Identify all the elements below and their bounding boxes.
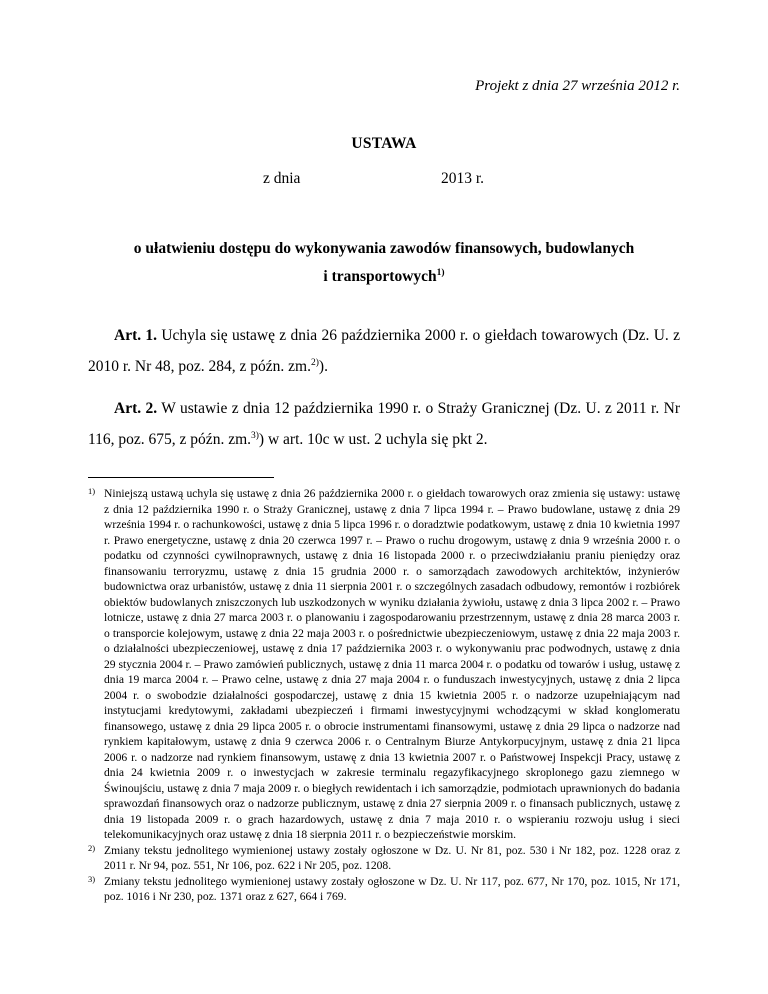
article-1-text: Uchyla się ustawę z dnia 26 października 2000 r. o giełdach towarowych (Dz. U. z 2010 r. Nr 48, poz. 284, z późn. zm. [88, 327, 680, 375]
footnote-1-text: Niniejszą ustawą uchyla się ustawę z dnia 26 października 2000 r. o giełdach towarowych oraz zmienia się ustawy: ustawę z dnia 12 października 1990 r. o Straży Granicznej, ustawę z dnia 7 lipca 1994 r. – Prawo budowlane, ustawę z dnia 29 września 1994 r. o rachunkowości, ustawę z dnia 5 lipca 1996 r. o doradztwie podatkowym, ustawę z dnia 10 kwietnia 1997 r. Prawo energetyczne, ustawę z dnia 20 czerwca 1997 r. – Prawo o ruchu drogowym, ustawę z dnia 9 września 2000 r. o podatku od czynności cywilnoprawnych, ustawę z dnia 16 listopada 2000 r. o przeciwdziałaniu praniu pieniędzy oraz finansowaniu terroryzmu, ustawę z dnia 15 grudnia 2000 r. o samorządach zawodowych architektów, inżynierów budownictwa oraz urbanistów, ustawę z dnia 11 sierpnia 2001 r. o szczególnych zasadach odbudowy, remontów i rozbiórek obiektów budowlanych zniszczonych lub uszkodzonych w wyniku działania żywiołu, ustawę z dnia 3 lipca 2002 r. – Prawo lotnicze, ustawę z dnia 27 marca 2003 r. o planowaniu i zagospodarowaniu przestrzennym, ustawę z dnia 28 marca 2003 r. o transporcie kolejowym, ustawę z dnia 22 maja 2003 r. o pośrednictwie ubezpieczeniowym, ustawę z dnia 22 maja 2003 r. o działalności ubezpieczeniowej, ustawę z dnia 17 października 2003 r. o wykonywaniu prac podwodnych, ustawę z dnia 29 stycznia 2004 r. – Prawo zamówień publicznych, ustawę z dnia 11 marca 2004 r. o podatku od towarów i usług, ustawę z dnia 19 marca 2004 r. – Prawo celne, ustawę z dnia 27 maja 2004 r. o funduszach inwestycyjnych, ustawę z dnia 2 lipca 2004 r. o swobodzie działalności gospodarczej, ustawę z dnia 15 kwietnia 2005 r. o nadzorze uzupełniającym nad instytucjami kredytowymi, zakładami ubezpieczeń i firmami inwestycyjnymi wchodzącymi w skład konglomeratu finansowego, ustawę z dnia 29 lipca 2005 r. o obrocie instrumentami finansowymi, ustawę z dnia 29 lipca o nadzorze nad rynkiem kapitałowym, ustawę z dnia 9 czerwca 2006 r. o Centralnym Biurze Antykorpucyjnym, ustawę z dnia 21 lipca 2006 r. o nadzorze nad rynkiem finansowym, ustawę z dnia 13 kwietnia 2007 r. o Państwowej Inspekcji Pracy, ustawę z dnia 24 kwietnia 2009 r. o inwestycjach w zakresie terminalu regazyfikacyjnego skroplonego gazu ziemnego w Świnoujściu, ustawę z dnia 7 maja 2009 r. o biegłych rewidentach i ich samorządzie, podmiotach uprawnionych do badania sprawozdań finansowych oraz o nadzorze publicznym, ustawę z dnia 27 sierpnia 2009 r. o finansach publicznych, ustawę z dnia 19 listopada 2009 r. o grach hazardowych, ustawę z dnia 7 maja 2010 r. o wspieraniu rozwoju usług i sieci telekomunikacyjnych oraz ustawę z dnia 18 sierpnia 2011 r. o bezpieczeństwie morskim. [104, 487, 680, 841]
article-1-label: Art. 1. [114, 327, 158, 344]
act-subject-line-1: o ułatwieniu dostępu do wykonywania zawodów finansowych, budowlanych [133, 240, 635, 257]
footnote-1 [88, 486, 680, 843]
article-1 [88, 320, 680, 382]
act-subject-line-2-text: i transportowych [323, 268, 437, 285]
footnote-divider [88, 477, 274, 478]
footnote-3-mark: 3) [88, 873, 96, 884]
act-date-prefix: z dnia [263, 170, 301, 187]
footnote-3 [88, 874, 680, 905]
article-1-text-end: ). [318, 358, 328, 375]
article-2-label: Art. 2. [114, 400, 158, 417]
footnote-2-text: Zmiany tekstu jednolitego wymienionej ustawy zostały ogłoszone w Dz. U. Nr 81, poz. 530 i Nr 182, poz. 1228 oraz z 2011 r. Nr 94, poz. 551, Nr 106, poz. 622 i Nr 205, poz. 1208. [104, 843, 680, 872]
footnote-ref-3: 3) [251, 430, 259, 441]
footnote-ref-2: 2) [311, 357, 319, 368]
act-title: USTAWA [351, 135, 417, 152]
footnote-ref-1: 1) [436, 267, 445, 278]
footnote-2-mark: 2) [88, 842, 96, 853]
article-2-text: W ustawie z dnia 12 października 1990 r. o Straży Granicznej (Dz. U. z 2011 r. Nr 116, poz. 675, z późn. zm. [88, 400, 680, 448]
act-date-suffix: 2013 r. [441, 170, 485, 187]
article-2-text-end: ) w art. 10c w ust. 2 uchyla się pkt 2. [258, 431, 488, 448]
footnotes [88, 486, 680, 905]
footnote-3-text: Zmiany tekstu jednolitego wymienionej ustawy zostały ogłoszone w Dz. U. Nr 117, poz. 677, Nr 170, poz. 1015, Nr 171, poz. 1016 i Nr 230, poz. 1371 oraz z 627, 664 i 769. [104, 874, 680, 903]
project-date-note: Projekt z dnia 27 września 2012 r. [475, 78, 680, 94]
footnote-1-mark: 1) [88, 486, 96, 496]
act-subject-line-2 [0, 268, 768, 286]
footnote-2 [88, 843, 680, 874]
article-2 [88, 393, 680, 455]
